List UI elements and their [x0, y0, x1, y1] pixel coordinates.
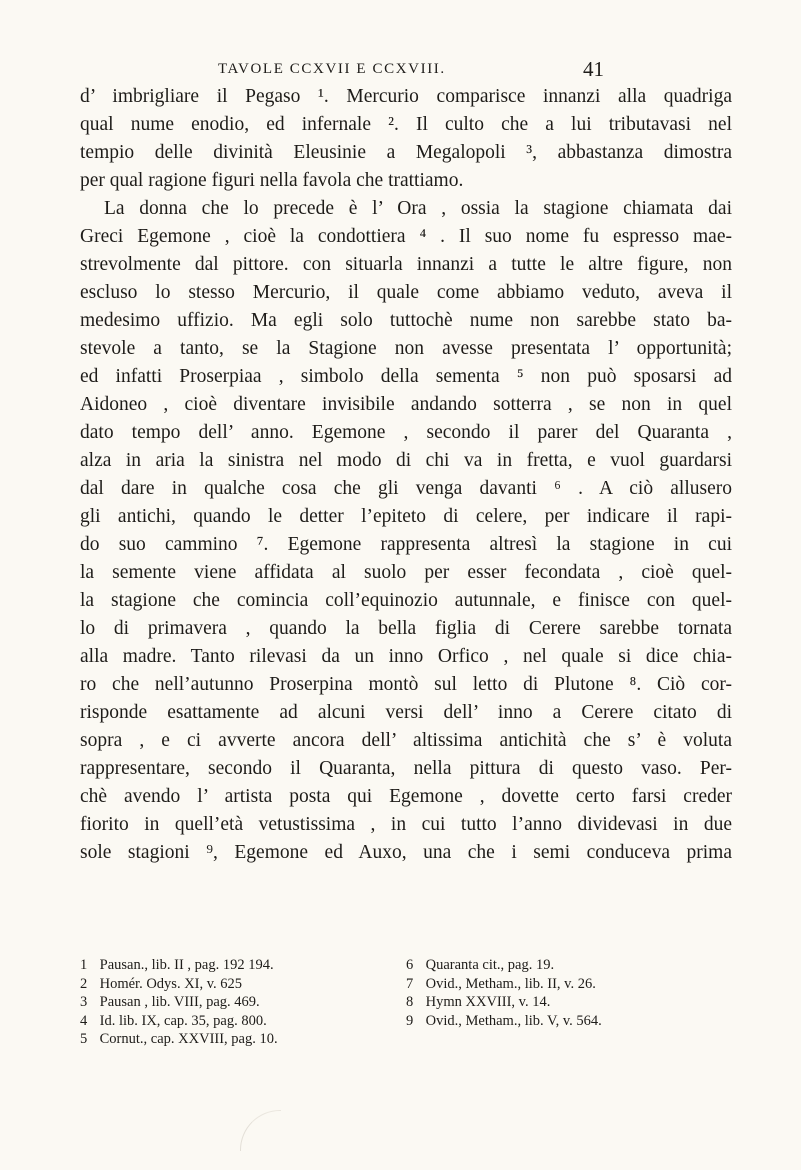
footnote-text: Pausan , lib. VIII, pag. 469. — [99, 994, 260, 1010]
text-line: per qual ragione figuri nella favola che trattiamo. — [80, 170, 464, 191]
footnote — [406, 993, 726, 1012]
footnote-number: 8 — [406, 994, 414, 1010]
footnote — [406, 956, 726, 975]
footnote-number: 3 — [80, 994, 88, 1010]
body-text — [80, 83, 732, 867]
footnote — [80, 1012, 400, 1031]
text-line: ed infatti Proserpiaa , simbolo della sementa ⁵ non può sposarsi ad — [80, 366, 732, 387]
footnote-text: Pausan., lib. II , pag. 192 194. — [99, 957, 274, 973]
text-line: qual nume enodio, ed infernale ². Il culto che a lui tributavasi nel — [80, 114, 732, 135]
footnotes-right-column — [406, 956, 726, 1030]
text-line: stevole a tanto, se la Stagione non avesse presentata l’ opportunità; — [80, 338, 732, 359]
footnote — [80, 993, 400, 1012]
footnotes-left-column — [80, 956, 400, 1049]
footnote-number: 1 — [80, 957, 88, 973]
text-line: rappresentare, secondo il Quaranta, nella pittura di questo vaso. Per- — [80, 758, 732, 779]
footnote-text: Hymn XXVIII, v. 14. — [425, 994, 551, 1010]
text-line: la semente viene affidata al suolo per esser fecondata , cioè quel- — [80, 562, 732, 583]
text-line: do suo cammino ⁷. Egemone rappresenta altresì la stagione in cui — [80, 534, 732, 555]
text-line: tempio delle divinità Eleusinie a Megalopoli ³, abbastanza dimostra — [80, 142, 732, 163]
footnote — [80, 975, 400, 994]
footnote-number: 5 — [80, 1031, 88, 1047]
footnote — [80, 1030, 400, 1049]
text-line: chè avendo l’ artista posta qui Egemone , dovette certo farsi creder — [80, 786, 732, 807]
footnote-text: Ovid., Metham., lib. V, v. 564. — [425, 1012, 602, 1029]
text-line: sole stagioni ⁹, Egemone ed Auxo, una che i semi conduceva prima — [80, 842, 732, 863]
text-line: La donna che lo precede è l’ Ora , ossia la stagione chiamata dai — [104, 198, 732, 219]
footnote-text: Homér. Odys. XI, v. 625 — [99, 975, 243, 992]
footnote-number: 9 — [406, 1012, 414, 1029]
text-line: fiorito in quell’età vetustissima , in cui tutto l’anno dividevasi in due — [80, 814, 732, 835]
footnote-number: 7 — [406, 975, 414, 992]
footnote-number: 6 — [406, 957, 414, 973]
text-line: strevolmente dal pittore. con situarla innanzi a tutte le altre figure, non — [80, 254, 732, 275]
text-line: Greci Egemone , cioè la condottiera ⁴ . Il suo nome fu espresso mae- — [80, 226, 732, 247]
paper-crease-mark — [240, 1110, 281, 1151]
text-line: alla madre. Tanto rilevasi da un inno Orfico , nel quale si dice chia- — [80, 646, 732, 667]
text-line: risponde esattamente ad alcuni versi dell’ inno a Cerere citato di — [80, 702, 732, 723]
footnote-number: 2 — [80, 975, 88, 992]
text-line: dato tempo dell’ anno. Egemone , secondo il parer del Quaranta , — [80, 422, 732, 443]
footnote-text: Id. lib. IX, cap. 35, pag. 800. — [99, 1012, 267, 1029]
text-line: ro che nell’autunno Proserpina montò sul letto di Plutone ⁸. Ciò cor- — [80, 674, 732, 695]
running-title: TAVOLE CCXVII E CCXVIII. — [218, 61, 446, 77]
footnote — [406, 975, 726, 994]
text-line: Aidoneo , cioè diventare invisibile andando sotterra , se non in quel — [80, 394, 732, 415]
text-line: la stagione che comincia coll’equinozio autunnale, e finisce con quel- — [80, 590, 732, 611]
text-line: medesimo uffizio. Ma egli solo tuttochè nume non sarebbe stato ba- — [80, 310, 732, 331]
footnote — [80, 956, 400, 975]
text-line: dal dare in qualche cosa che gli venga davanti ⁶ . A ciò allusero — [80, 478, 732, 499]
footnote-text: Quaranta cit., pag. 19. — [425, 957, 555, 973]
footnote — [406, 1012, 726, 1031]
text-line: escluso lo stesso Mercurio, il quale come abbiamo veduto, aveva il — [80, 282, 732, 303]
text-line: gli antichi, quando le detter l’epiteto di celere, per indicare il rapi- — [80, 506, 732, 527]
footnote-number: 4 — [80, 1012, 88, 1029]
footnote-text: Cornut., cap. XXVIII, pag. 10. — [99, 1031, 278, 1047]
footnote-text: Ovid., Metham., lib. II, v. 26. — [425, 975, 596, 992]
text-line: sopra , e ci avverte ancora dell’ altissima antichità che s’ è voluta — [80, 730, 732, 751]
text-line: alza in aria la sinistra nel modo di chi va in fretta, e vuol guardarsi — [80, 450, 732, 471]
text-line: lo di primavera , quando la bella figlia di Cerere sarebbe tornata — [80, 618, 732, 639]
page-number: 41 — [583, 57, 604, 81]
text-line: d’ imbrigliare il Pegaso ¹. Mercurio comparisce innanzi alla quadriga — [80, 86, 732, 107]
